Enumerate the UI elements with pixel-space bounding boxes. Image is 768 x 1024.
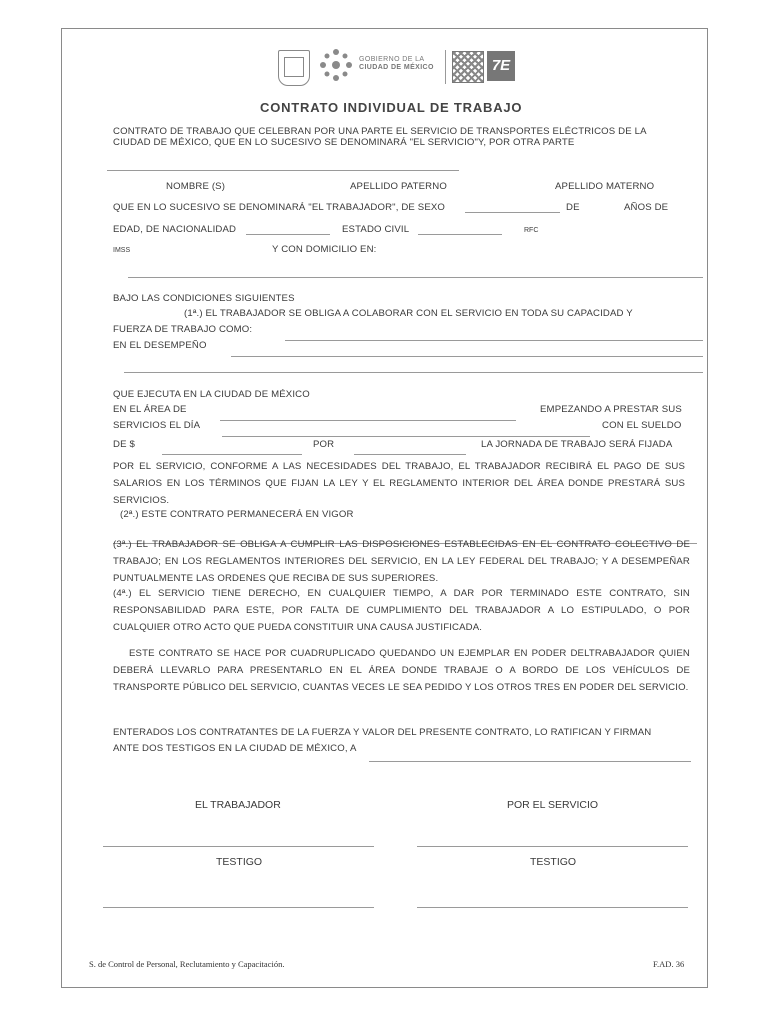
label-nombre: NOMBRE (S) xyxy=(166,181,226,192)
label-denominara: QUE EN LO SUCESIVO SE DENOMINARÁ "EL TRABAJADOR", DE SEXO xyxy=(113,202,446,213)
label-estado-civil: ESTADO CIVIL xyxy=(342,224,410,235)
signature-line-servicio xyxy=(417,846,688,847)
label-imss: IMSS xyxy=(113,247,131,254)
clause-2: (2ª.) ESTE CONTRATO PERMANECERÁ EN VIGOR xyxy=(120,509,354,520)
blank-line-domicilio xyxy=(128,277,703,278)
footer-department: S. de Control de Personal, Reclutamiento y Capacitación. xyxy=(89,959,285,969)
clause-3: (3ª.) EL TRABAJADOR SE OBLIGA A CUMPLIR LAS DISPOSICIONES ESTABLECIDAS EN EL CONTRATO COLECTIVO DE TRABAJO; EN LOS REGLAMENTOS INTERIORES DEL SERVICIO, EN LA LEY FEDERAL DEL TRABAJO; Y A DESEMPEÑAR PUNTUALMENTE LAS ORDENES QUE RECIBA DE SUS SUPERIORES. xyxy=(113,539,690,584)
blank-line-fuerza xyxy=(285,340,703,341)
blank-line-sexo xyxy=(465,212,560,213)
label-desempeno: EN EL DESEMPEÑO xyxy=(113,340,207,351)
clause-4: (4ª.) EL SERVICIO TIENE DERECHO, EN CUALQUIER TIEMPO, A DAR POR TERMINADO ESTE CONTRATO, SIN RESPONSABILIDAD PARA ESTE, POR FALTA DE CUMPLIMIENTO DEL TRABAJADOR A LO ESTIPULADO, O POR CUALQUIER OTRO ACTO QUE PUEDA CONSTITUIR UNA CAUSA JUSTIFICADA. xyxy=(113,588,690,633)
label-rfc: RFC xyxy=(524,227,539,234)
coat-of-arms-logo xyxy=(278,50,310,86)
enterados-line-1: ENTERADOS LOS CONTRATANTES DE LA FUERZA Y VALOR DEL PRESENTE CONTRATO, LO RATIFICAN Y FIRMAN xyxy=(113,727,652,738)
label-empezando: EMPEZANDO A PRESTAR SUS xyxy=(540,404,682,415)
blank-line-extra xyxy=(124,372,703,373)
label-ciudad: QUE EJECUTA EN LA CIUDAD DE MÉXICO xyxy=(113,389,310,400)
label-servicios-dia: SERVICIOS EL DÍA xyxy=(113,420,201,431)
paragraph-servicio: POR EL SERVICIO, CONFORME A LAS NECESIDADES DEL TRABAJO, EL TRABAJADOR RECIBIRÁ EL PAGO DE SUS SALARIOS EN LOS TÉRMINOS QUE FIJAN LA LEY Y EL REGLAMENTO INTERIOR DEL ÁREA DONDE PRESTARÁ SUS SERVICIOS. xyxy=(113,461,685,506)
label-area: EN EL ÁREA DE xyxy=(113,404,187,415)
gov-line-2: CIUDAD DE MÉXICO xyxy=(359,64,434,71)
footer-form-code: F.AD. 36 xyxy=(653,959,685,969)
enterados-line-2: ANTE DOS TESTIGOS EN LA CIUDAD DE MÉXICO, A xyxy=(113,743,357,754)
blank-line-area xyxy=(220,420,516,421)
signature-line-testigo-left xyxy=(103,907,374,908)
signature-label-testigo-right: TESTIGO xyxy=(530,856,577,868)
paragraph-cuadruplicado: ESTE CONTRATO SE HACE POR CUADRUPLICADO QUEDANDO UN EJEMPLAR EN PODER DELTRABAJADOR QUIEN DEBERÁ LLEVARLO PARA PRESENTARLO EN EL ÁREA DONDE TRABAJE O A BORDO DE LOS VEHÍCULOS DE TRANSPORTE PÚBLICO DEL SERVICIO, CUANTAS VECES LE SEA PEDIDO Y LOS OTROS TRES EN PODER DEL SERVICIO. xyxy=(113,648,690,693)
label-apellido-paterno: APELLIDO PATERNO xyxy=(350,181,447,192)
label-anos-de: AÑOS DE xyxy=(624,202,669,213)
condiciones-heading: BAJO LAS CONDICIONES SIGUIENTES xyxy=(113,293,295,304)
label-de-pesos: DE $ xyxy=(113,439,135,450)
label-domicilio: Y CON DOMICILIO EN: xyxy=(272,244,377,255)
logo-divider xyxy=(445,50,446,84)
blank-line-dia xyxy=(222,436,590,437)
label-apellido-materno: APELLIDO MATERNO xyxy=(555,181,655,192)
label-fuerza-trabajo: FUERZA DE TRABAJO COMO: xyxy=(113,324,253,335)
blank-line-sueldo xyxy=(162,454,302,455)
label-de: DE xyxy=(566,202,580,213)
blank-line-fecha xyxy=(369,761,691,762)
cdmx-flower-logo xyxy=(318,47,354,83)
signature-label-trabajador: EL TRABAJADOR xyxy=(195,799,281,811)
signature-line-testigo-right xyxy=(417,907,688,908)
signature-line-trabajador xyxy=(103,846,374,847)
pattern-logo xyxy=(452,51,484,83)
blank-line-name xyxy=(107,170,459,171)
signature-label-testigo-left: TESTIGO xyxy=(216,856,263,868)
blank-line-por xyxy=(354,454,466,455)
label-edad-nacionalidad: EDAD, DE NACIONALIDAD xyxy=(113,224,237,235)
intro-line-1: CONTRATO DE TRABAJO QUE CELEBRAN POR UNA PARTE EL SERVICIO DE TRANSPORTES ELÉCTRICOS DE LA xyxy=(113,126,647,137)
blank-line-estado-civil xyxy=(418,234,502,235)
blank-line-nacionalidad xyxy=(246,234,330,235)
intro-line-2: CIUDAD DE MÉXICO, QUE EN LO SUCESIVO SE DENOMINARÁ "EL SERVICIO"Y, POR OTRA PARTE xyxy=(113,137,575,148)
clause-1: (1ª.) EL TRABAJADOR SE OBLIGA A COLABORAR CON EL SERVICIO EN TODA SU CAPACIDAD Y xyxy=(184,308,633,319)
blank-line-desempeno xyxy=(231,356,703,357)
label-por: POR xyxy=(313,439,335,450)
document-title: CONTRATO INDIVIDUAL DE TRABAJO xyxy=(260,100,523,115)
signature-label-servicio: POR EL SERVICIO xyxy=(507,799,599,811)
gov-line-1: GOBIERNO DE LA xyxy=(359,56,425,63)
ste-logo: 7E xyxy=(487,51,515,81)
label-jornada: LA JORNADA DE TRABAJO SERÁ FIJADA xyxy=(481,439,673,450)
label-sueldo: CON EL SUELDO xyxy=(602,420,682,431)
gov-logo-text xyxy=(359,56,434,72)
